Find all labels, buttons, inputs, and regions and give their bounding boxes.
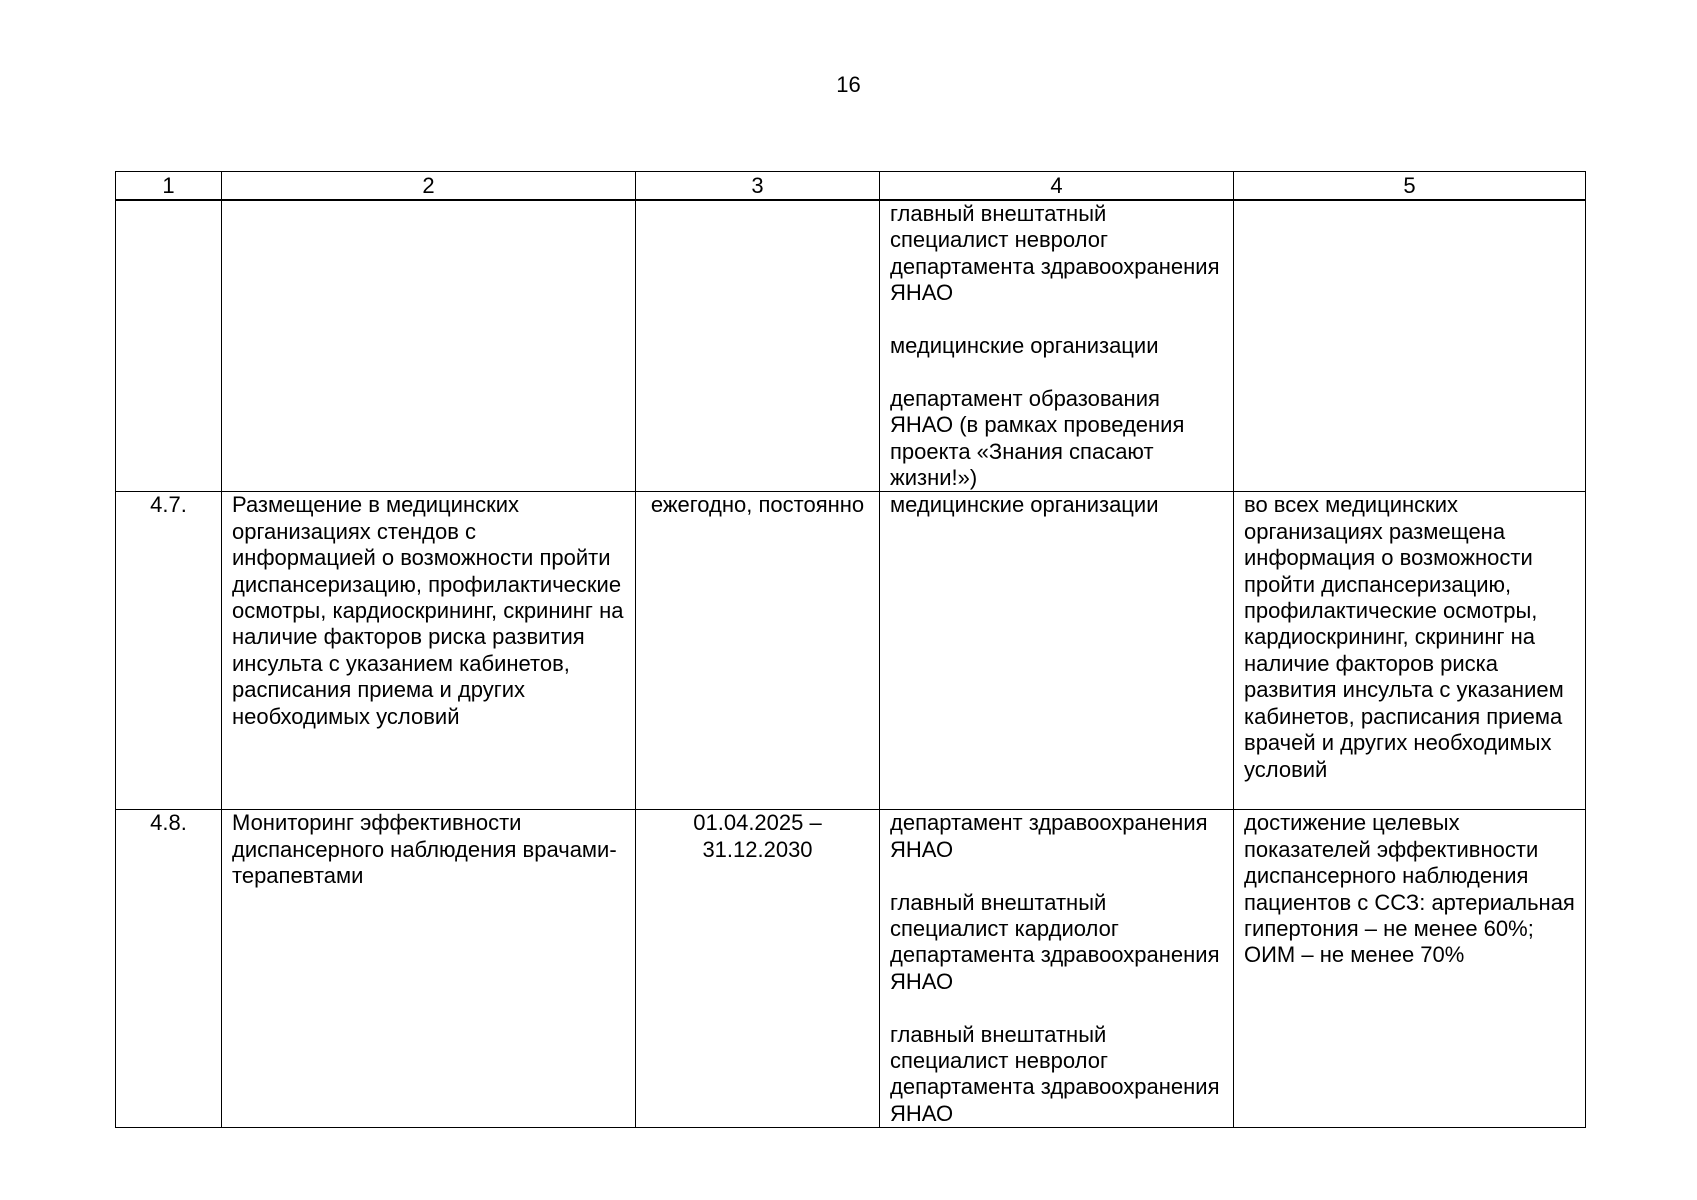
table-header-row	[116, 172, 1586, 201]
column-header-4: 4	[880, 172, 1234, 201]
executor-text: главный внештатный специалист кардиолог департамента здравоохранения ЯНАО	[890, 889, 1220, 994]
executor-text: главный внештатный специалист невролог департамента здравоохранения ЯНАО	[890, 201, 1220, 306]
result-line: достижение целевых показателей эффективности диспансерного наблюдения пациентов с ССЗ: артериальная гипертония – не менее 60%;	[1244, 810, 1575, 942]
result-cell: во всех медицинских организациях размещена информация о возможности пройти диспансеризацию, профилактические осмотры, кардиоскрининг, скрининг на наличие факторов риска развития инсульта с указанием кабинетов, расписания приема врачей и других необходимых условий	[1234, 492, 1586, 810]
executors-cell	[880, 200, 1234, 492]
executor-text: главный внештатный специалист невролог департамента здравоохранения ЯНАО	[890, 1021, 1220, 1126]
measures-table	[115, 171, 1586, 1128]
table-row	[116, 492, 1586, 810]
column-header-2: 2	[222, 172, 636, 201]
table-row	[116, 810, 1586, 1128]
row-number-cell: 4.8.	[116, 810, 222, 1128]
executor-text: департамент образования ЯНАО (в рамках проведения проекта «Знания спасают жизни!»)	[890, 385, 1185, 491]
table-row	[116, 200, 1586, 492]
column-header-5: 5	[1234, 172, 1586, 201]
executors-cell	[880, 492, 1234, 810]
term-cell	[636, 200, 880, 492]
executor-text: медицинские организации	[890, 333, 1159, 359]
result-cell	[1234, 200, 1586, 492]
executor-text: департамент здравоохранения ЯНАО	[890, 810, 1208, 862]
term-cell: 01.04.2025 – 31.12.2030	[636, 810, 880, 1128]
page-number: 16	[836, 72, 861, 97]
column-header-1: 1	[116, 172, 222, 201]
measure-cell	[222, 200, 636, 492]
result-cell	[1234, 810, 1586, 1128]
row-number-cell	[116, 200, 222, 492]
row-number-cell: 4.7.	[116, 492, 222, 810]
executor-text: медицинские организации	[890, 492, 1159, 518]
measure-cell: Мониторинг эффективности диспансерного наблюдения врачами-терапевтами	[222, 810, 636, 1128]
column-header-3: 3	[636, 172, 880, 201]
executors-cell	[880, 810, 1234, 1128]
term-cell: ежегодно, постоянно	[636, 492, 880, 810]
measure-cell: Размещение в медицинских организациях стендов с информацией о возможности пройти диспансеризацию, профилактические осмотры, кардиоскрининг, скрининг на наличие факторов риска развития инсульта с указанием кабинетов, расписания приема и других необходимых условий	[222, 492, 636, 810]
result-line: ОИМ – не менее 70%	[1244, 942, 1465, 968]
